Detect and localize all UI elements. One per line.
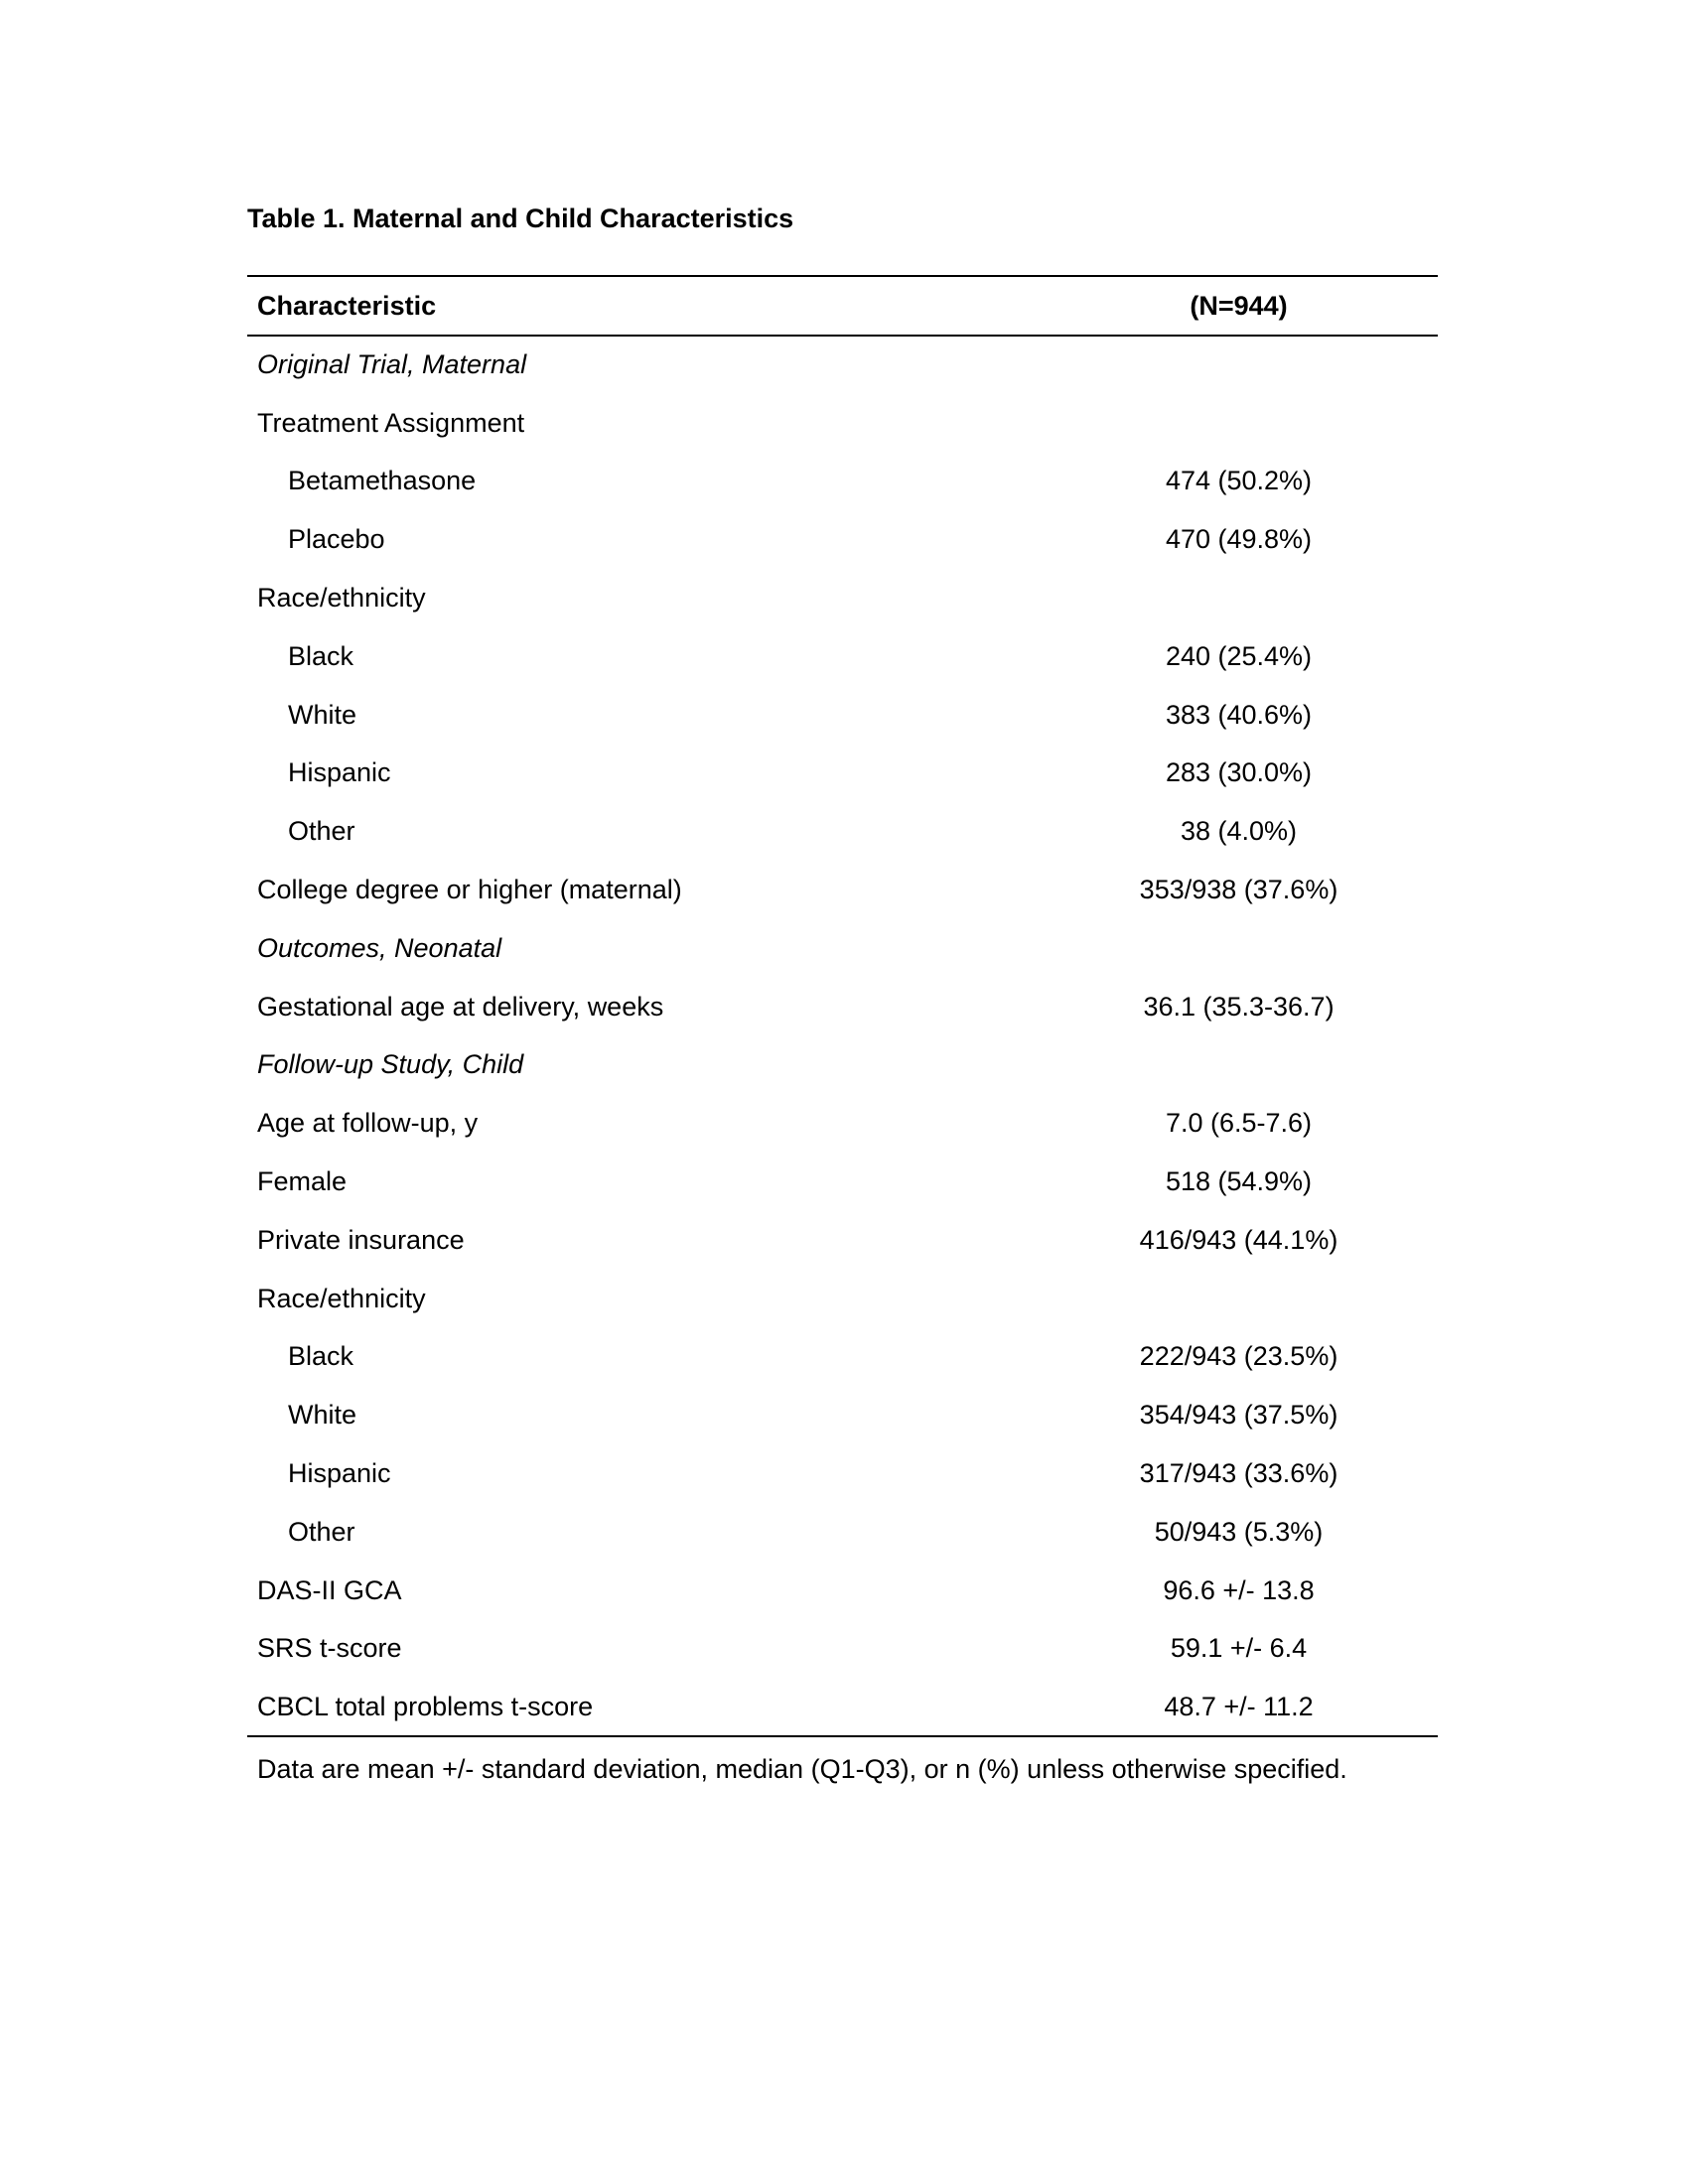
table-row (247, 627, 1438, 686)
row-label: Female (257, 1166, 348, 1197)
characteristics-table-container (247, 275, 1438, 1737)
row-value (1111, 569, 1438, 627)
table-row (247, 1211, 1438, 1270)
row-label: White (288, 699, 357, 730)
row-label: Betamethasone (288, 466, 477, 496)
table-row (247, 1444, 1438, 1503)
section-header-row (247, 1036, 1438, 1095)
row-label: Placebo (288, 524, 385, 555)
row-value: 96.6 +/- 13.8 (1163, 1574, 1315, 1605)
row-label: College degree or higher (maternal) (257, 875, 682, 905)
table-row (247, 861, 1438, 919)
table-row (247, 1503, 1438, 1562)
row-value: 416/943 (44.1%) (1139, 1224, 1338, 1255)
row-value: 353/938 (37.6%) (1139, 875, 1338, 905)
row-label: SRS t-score (257, 1633, 402, 1664)
row-label: Outcomes, Neonatal (257, 932, 502, 963)
row-value: 470 (49.8%) (1165, 524, 1313, 555)
table-row (247, 802, 1438, 861)
row-value: 50/943 (5.3%) (1154, 1516, 1324, 1547)
table-row (247, 1094, 1438, 1153)
row-label: Follow-up Study, Child (257, 1049, 524, 1080)
table-footnote: Data are mean +/- standard deviation, median (Q1-Q3), or n (%) unless otherwise specified. (257, 1754, 1347, 1784)
table-row (247, 1386, 1438, 1444)
row-label: DAS-II GCA (257, 1574, 402, 1605)
row-value (1111, 336, 1438, 394)
row-label: Hispanic (288, 1458, 391, 1489)
section-header-row (247, 919, 1438, 978)
row-value: 48.7 +/- 11.2 (1164, 1691, 1314, 1721)
table-row (247, 394, 1438, 453)
characteristics-table (247, 275, 1438, 1737)
table-row (247, 453, 1438, 511)
row-value: 474 (50.2%) (1165, 466, 1313, 496)
row-label: Black (288, 1341, 354, 1372)
row-label: Hispanic (288, 757, 391, 788)
row-label: Black (288, 640, 354, 671)
row-label: CBCL total problems t-score (257, 1691, 594, 1721)
row-value: 354/943 (37.5%) (1139, 1400, 1338, 1431)
row-label: Gestational age at delivery, weeks (257, 991, 664, 1022)
table-body (247, 336, 1438, 1736)
row-value (1111, 1270, 1438, 1328)
header-row (247, 276, 1438, 336)
row-value (1111, 1036, 1438, 1095)
table-row (247, 1620, 1438, 1679)
table-header (247, 276, 1438, 336)
table-row (247, 569, 1438, 627)
row-label: Other (288, 1516, 355, 1547)
table-row (247, 745, 1438, 803)
row-value: 222/943 (23.5%) (1139, 1341, 1338, 1372)
section-header-row (247, 336, 1438, 394)
row-value (1111, 394, 1438, 453)
column-header-characteristic: Characteristic (257, 290, 437, 321)
row-label: Original Trial, Maternal (257, 349, 527, 380)
column-header-value: (N=944) (1190, 290, 1288, 321)
row-label: Private insurance (257, 1224, 465, 1255)
table-row (247, 1270, 1438, 1328)
row-value: 317/943 (33.6%) (1139, 1458, 1338, 1489)
row-value: 383 (40.6%) (1165, 699, 1313, 730)
row-label: Treatment Assignment (257, 407, 525, 438)
row-label: White (288, 1400, 357, 1431)
table-row (247, 510, 1438, 569)
table-row (247, 978, 1438, 1036)
table-title: Table 1. Maternal and Child Characteristics (247, 204, 794, 233)
row-label: Other (288, 816, 355, 847)
row-value (1111, 919, 1438, 978)
table-row (247, 1678, 1438, 1736)
row-label: Race/ethnicity (257, 583, 426, 614)
row-value: 38 (4.0%) (1180, 816, 1298, 847)
row-value: 36.1 (35.3-36.7) (1143, 991, 1335, 1022)
row-value: 7.0 (6.5-7.6) (1165, 1108, 1313, 1139)
row-label: Race/ethnicity (257, 1283, 426, 1313)
row-value: 240 (25.4%) (1165, 640, 1313, 671)
row-label: Age at follow-up, y (257, 1108, 479, 1139)
table-row (247, 1562, 1438, 1620)
table-row (247, 1153, 1438, 1211)
row-value: 59.1 +/- 6.4 (1170, 1633, 1308, 1664)
table-row (247, 686, 1438, 745)
row-value: 283 (30.0%) (1165, 757, 1313, 788)
row-value: 518 (54.9%) (1165, 1166, 1313, 1197)
table-row (247, 1328, 1438, 1387)
